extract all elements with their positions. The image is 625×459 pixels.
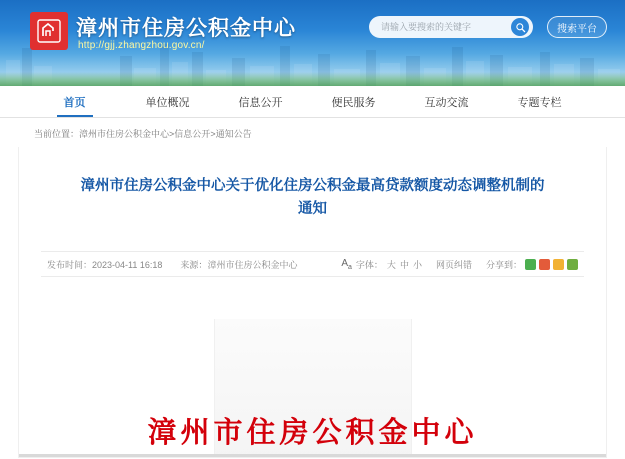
nav-item-home[interactable] (28, 86, 121, 117)
publish-time-value: 2023-04-11 16:18 (92, 259, 163, 270)
breadcrumb (0, 118, 625, 147)
main-nav (0, 86, 625, 118)
share-label: 分享到： (485, 259, 522, 270)
header-foliage-decoration (0, 72, 625, 86)
breadcrumb-item-notice[interactable]: 通知公告 (215, 129, 252, 139)
search-platform-button[interactable] (547, 16, 607, 38)
publish-time (47, 258, 162, 271)
breadcrumb-separator: > (210, 129, 216, 139)
article-source-label: 来源： (180, 259, 208, 270)
nav-item-special-columns[interactable] (493, 86, 586, 117)
more-share-icon[interactable] (567, 259, 578, 270)
breadcrumb-item-home[interactable]: 漳州市住房公积金中心 (79, 129, 170, 139)
article-meta-right (341, 258, 578, 271)
nav-item-label: 首页 (63, 96, 86, 109)
font-size-icon: $A_a$ (341, 257, 352, 271)
font-size-label: 字体： (355, 259, 383, 270)
nav-item-label: 专题专栏 (517, 96, 562, 109)
search-icon[interactable] (511, 18, 529, 36)
font-size-small[interactable]: 小 (412, 259, 422, 270)
breadcrumb-prefix: 当前位置： (34, 129, 80, 139)
weibo-share-icon[interactable] (539, 259, 550, 270)
publish-time-label: 发布时间： (47, 259, 93, 270)
nav-item-label: 互动交流 (424, 96, 469, 109)
page-bottom-rule (19, 454, 606, 457)
search-input[interactable] (379, 21, 511, 33)
nav-item-label: 信息公开 (238, 96, 283, 109)
article-meta-bar (41, 251, 584, 277)
site-title: 漳州市住房公积金中心 (76, 17, 296, 40)
nav-item-interaction[interactable] (400, 86, 493, 117)
site-header (0, 0, 625, 86)
font-size-control[interactable] (341, 258, 422, 271)
article-content (19, 277, 606, 457)
site-logo-icon (30, 12, 68, 50)
nav-item-information-disclosure[interactable] (214, 86, 307, 117)
breadcrumb-separator: > (169, 129, 175, 139)
share-group (486, 258, 578, 271)
article-source (180, 258, 297, 271)
wechat-share-icon[interactable] (525, 259, 536, 270)
nav-item-label: 单位概况 (145, 96, 190, 109)
document-red-heading: 漳州市住房公积金中心 (147, 415, 478, 450)
article-card (18, 147, 607, 458)
font-size-medium[interactable]: 中 (399, 259, 409, 270)
article-source-value: 漳州市住房公积金中心 (207, 259, 298, 270)
search-box[interactable] (369, 16, 533, 38)
nav-item-label: 便民服务 (331, 96, 376, 109)
breadcrumb-item-disclosure[interactable]: 信息公开 (174, 129, 211, 139)
search-platform-label: 搜索平台 (557, 23, 597, 35)
qzone-share-icon[interactable] (553, 259, 564, 270)
font-size-large[interactable]: 大 (386, 259, 396, 270)
site-url: http://gjj.zhangzhou.gov.cn/ (78, 40, 205, 51)
article-meta-left (47, 258, 297, 271)
article-title: 漳州市住房公积金中心关于优化住房公积金最高贷款额度动态调整机制的通知 (80, 178, 545, 218)
nav-item-convenience-services[interactable] (307, 86, 400, 117)
page-correction-link[interactable]: 网页纠错 (435, 259, 472, 270)
nav-item-unit-overview[interactable] (121, 86, 214, 117)
